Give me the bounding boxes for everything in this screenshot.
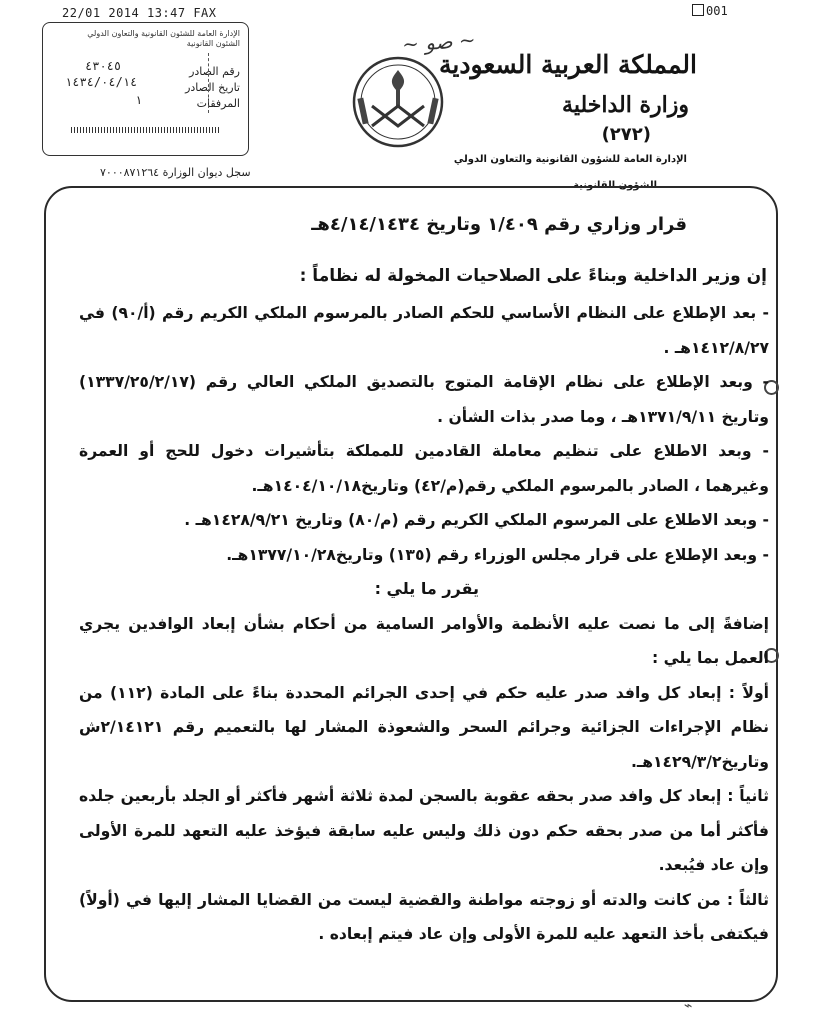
ministry-number: (٢٧٢)	[601, 124, 651, 145]
article	[79, 676, 769, 780]
ref-attachments-value: ١	[135, 93, 143, 107]
decision-title: قرار وزاري رقم ١/٤٠٩ وتاريخ ٤/١٤/١٤٣٤هـ	[311, 214, 687, 235]
decision-body	[79, 296, 769, 952]
fax-header: 22/01 2014 13:47 FAX	[62, 6, 217, 20]
ref-number-value: ٤٣٠٤٥	[85, 59, 122, 73]
article	[79, 779, 769, 883]
ref-separator	[208, 53, 210, 113]
article-label: ثانياً :	[727, 787, 770, 805]
continuation-mark-icon: ⌁	[684, 998, 693, 1014]
article-label: أولاً :	[728, 683, 769, 702]
article-text: إبعاد كل وافد صدر عليه حكم في إحدى الجرائم المحددة بناءً على المادة (١١٢) من نظام الإجراءات الجزائية وجرائم السحر والشعوذة المشار لها بالتعميم رقم ٢/١٤١٢١ش وتاريخ١٤٢٩/٣/٢هـ.	[79, 683, 769, 771]
clause: - وبعد الاطلاع على تنظيم معاملة القادمين للمملكة بتأشيرات دخول للحج أو العمرة وغيرهما ، الصادر بالمرسوم الملكي رقم(م/٤٢) وتاريخ١٤٠٤/١٠/١٨هـ.	[79, 442, 769, 495]
kingdom-name: المملكة العربية السعودية	[438, 50, 697, 79]
emblem-icon	[348, 52, 448, 152]
ministry-name: وزارة الداخلية	[562, 92, 689, 118]
ref-attachments-label: المرفقات	[196, 97, 240, 110]
clause: - وبعد الاطلاع على المرسوم الملكي الكريم رقم (م/٨٠) وتاريخ ١٤٢٨/٩/٢١هـ .	[184, 511, 769, 529]
reference-box	[42, 22, 249, 156]
preamble: إن وزير الداخلية وبناءً على الصلاحيات المخولة له نظاماً :	[299, 266, 767, 286]
fax-page-number	[692, 4, 728, 18]
ref-number-label: رقم الصادر	[189, 65, 240, 78]
article-label: ثالثاً :	[726, 890, 769, 909]
ref-date-value: ١٤٣٤/٠٤/١٤	[65, 75, 138, 89]
fax-page-label: 001	[706, 4, 728, 18]
article-text: إبعاد كل وافد صدر بحقه عقوبة بالسجن لمدة ثلاثة أشهر فأكثر أو الجلد بأربعين جلده فأكثر أما من صدر بحقه حكم دون ذلك وليس عليه سابقة فيؤخذ عليه التعهد للمرة الأولى وإن عاد فيُبعد.	[79, 787, 769, 874]
handwritten-annotation: ~ صو ~	[401, 27, 477, 57]
article	[79, 883, 769, 952]
barcode	[71, 127, 221, 133]
ref-department: الإدارة العامة للشئون القانونية والتعاون الدولي الشئون القانونية	[87, 29, 240, 48]
registry-number: سجل ديوان الوزارة ٧٠٠٠٨٧١٢٦٤	[100, 166, 251, 179]
general-department: الإدارة العامة للشؤون القانونية والتعاون الدولي	[453, 154, 687, 165]
clause: - بعد الإطلاع على النظام الأساسي للحكم الصادر بالمرسوم الملكي الكريم رقم (أ/٩٠) في ١٤١٢/٨/٢٧هـ .	[79, 304, 769, 357]
ref-date-label: تاريخ الصادر	[185, 81, 240, 94]
clause: - وبعد الإطلاع على نظام الإقامة المتوج بالتصديق الملكي العالي رقم (١٣٣٧/٢٥/٢/١٧) وتاريخ ١٣٧١/٩/١١هـ ، وما صدر بذات الشأن .	[79, 373, 769, 426]
article-text: من كانت والدته أو زوجته مواطنة والقضية ليست من القضايا المشار إليها في (أولاً) فيكتفى بأخذ التعهد عليه للمرة الأولى وإن عاد فيتم إبعاده .	[79, 890, 769, 943]
intro-paragraph: إضافةً إلى ما نصت عليه الأنظمة والأوامر السامية من أحكام بشأن إبعاد الوافدين يجري العمل بما يلي :	[79, 614, 769, 667]
legal-affairs: الشؤون القانونية	[573, 180, 657, 191]
resolve-heading: يقرر ما يلي :	[374, 579, 479, 598]
clause: - وبعد الإطلاع على قرار مجلس الوزراء رقم (١٣٥) وتاريخ١٣٧٧/١٠/٢٨هـ.	[226, 545, 769, 564]
fax-page-icon	[692, 4, 704, 16]
